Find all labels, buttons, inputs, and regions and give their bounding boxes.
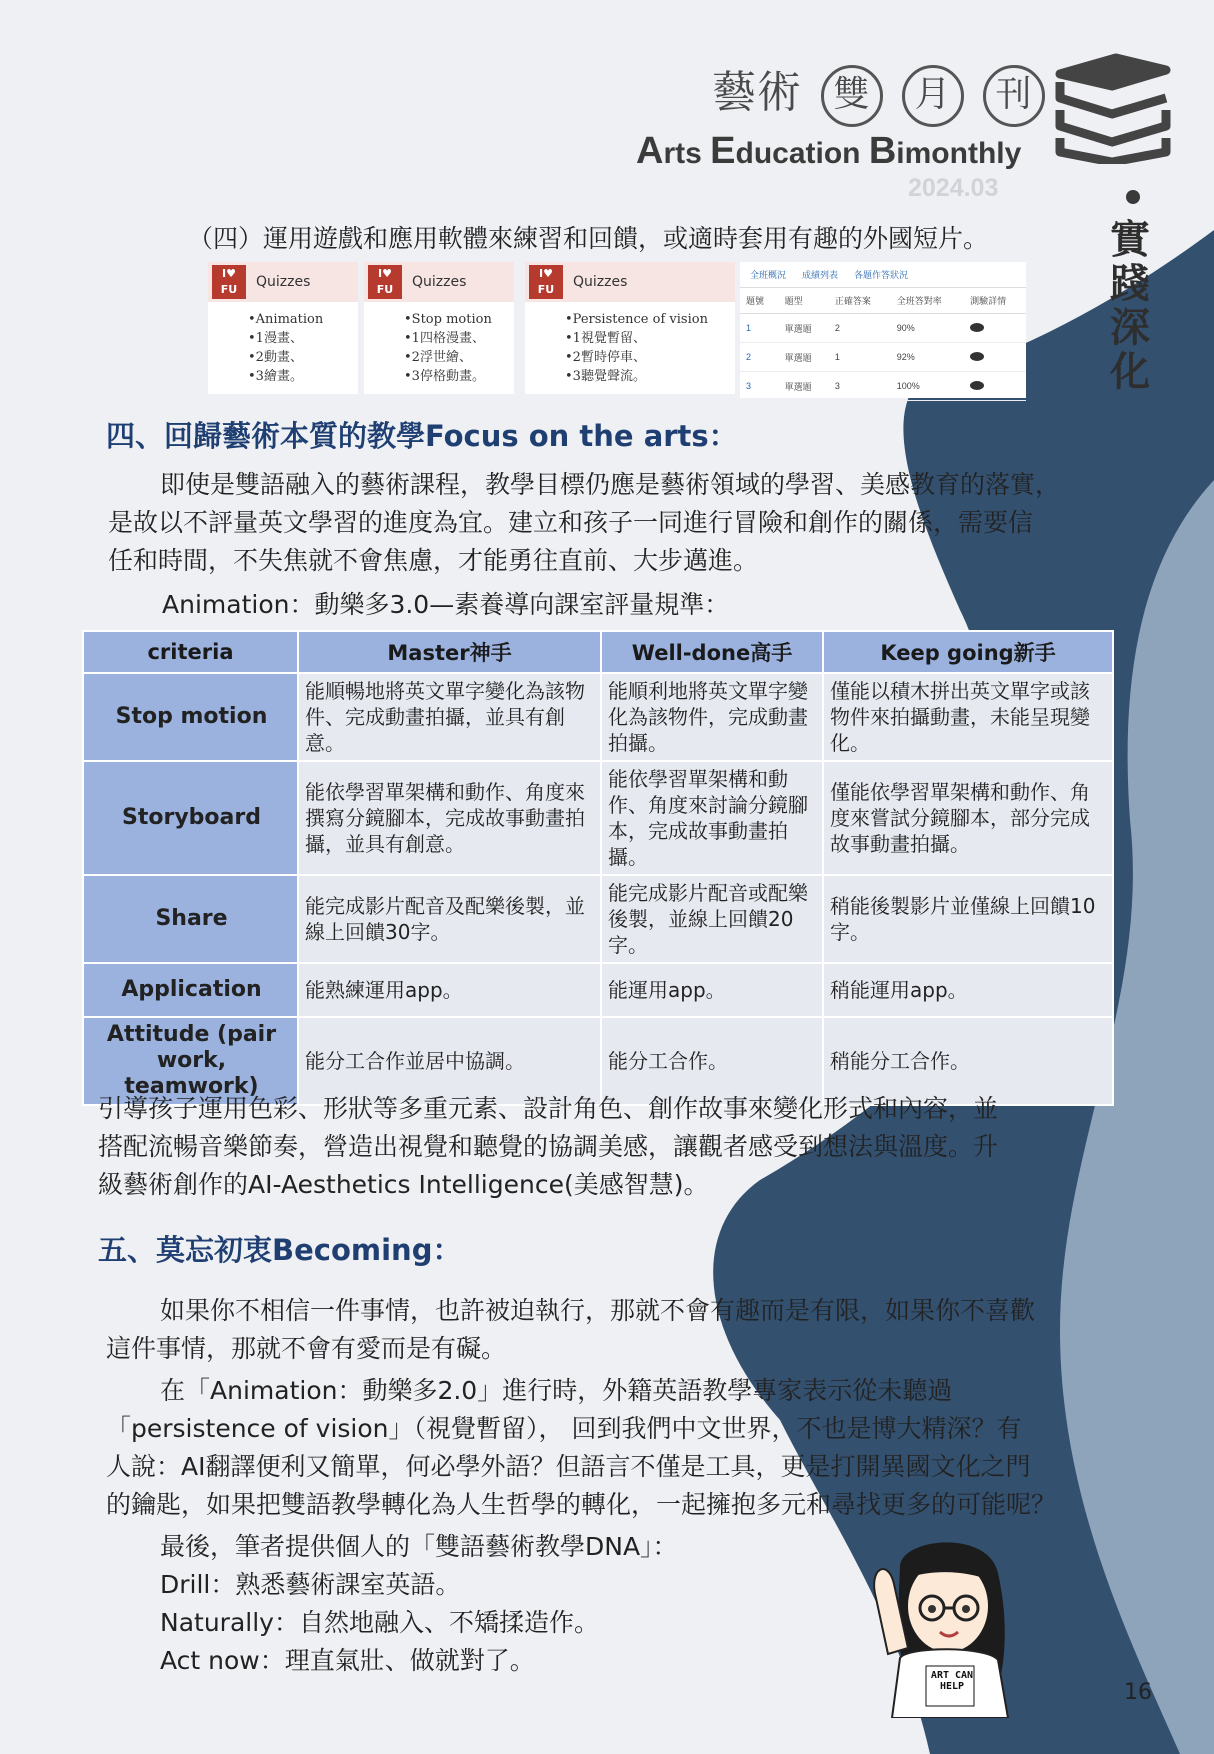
quiz-logo-icon: I♥ FU [212,265,246,299]
rubric-cell: 能完成影片配音或配樂後製，並線上回饋20字。 [601,875,823,963]
table-row: 2 單選題 1 92% [740,343,1026,372]
text-line: 在「Animation：動樂多2.0」進行時，外籍英語教學專家表示從未聽過 [160,1376,953,1405]
rubric-cell: 能運用app。 [601,963,823,1017]
text-line: 這件事情，那就不會有愛而是有礙。 [106,1334,507,1363]
table-row: 3 單選題 3 100% [740,372,1026,401]
quiz-item: •1漫畫、 [248,331,303,346]
quiz-item: •1四格漫畫、 [404,331,485,346]
eye-icon[interactable] [970,323,984,332]
stats-header: 正確答案 [829,288,891,314]
table-row [83,761,1113,875]
quiz-item: •2動畫、 [248,350,303,365]
rubric-criteria: Attitude (pair work, teamwork) [83,1017,298,1105]
masthead-ring-2: 月 [902,65,964,127]
section4-heading: 四、回歸藝術本質的教學Focus on the arts： [106,419,738,453]
stats-table [740,288,1026,401]
rubric-criteria: Stop motion [83,673,298,761]
masthead-subtitle: Arts Education Bimonthly [636,130,1022,172]
rubric-cell: 能熟練運用app。 [298,963,601,1017]
rubric-header: Keep going新手 [823,631,1113,673]
table-row: 1 單選題 2 90% [740,314,1026,343]
books-stack-icon [1052,52,1172,164]
quiz-title: Quizzes [412,274,467,290]
list-item: Naturally：自然地融入、不矯揉造作。 [160,1608,599,1637]
quiz-item: •Animation [248,312,324,327]
table-row [83,673,1113,761]
quiz-card [364,262,514,394]
rubric-cell: 稍能分工合作。 [823,1017,1113,1105]
rubric-header: Well-done高手 [601,631,823,673]
table-row [83,875,1113,963]
rubric-cell: 能順暢地將英文單字變化為該物件、完成動畫拍攝，並具有創意。 [298,673,601,761]
quiz-item: •Persistence of vision [565,312,708,327]
after-table-paragraph [98,1090,998,1204]
quiz-item: •3聽覺聲流。 [565,369,646,384]
text-line: 的鑰匙，如果把雙語教學轉化為人生哲學的轉化，一起擁抱多元和尋找更多的可能呢？ [106,1490,1057,1519]
tab-question-status[interactable]: 各題作答狀況 [854,270,909,280]
masthead-title [712,56,1045,127]
rubric-header: criteria [83,631,298,673]
quiz-item: •3繪畫。 [248,369,303,384]
rubric-cell: 能分工合作並居中協調。 [298,1017,601,1105]
eye-icon[interactable] [970,381,984,390]
dna-list [160,1528,678,1680]
quiz-logo-icon: I♥ FU [529,265,563,299]
text-line: 「persistence of vision」（視覺暫留）， 回到我們中文世界，不也是博大精深？有 [106,1414,1022,1443]
quiz-item: •3停格動畫。 [404,369,485,384]
section5-paragraph-2 [106,1372,1056,1524]
side-bullet [1126,190,1140,204]
section5-heading: 五、莫忘初衷Becoming： [98,1233,462,1267]
rubric-table [82,630,1114,1106]
rubric-cell: 能順利地將英文單字變化為該物件，完成動畫拍攝。 [601,673,823,761]
text-line: 是故以不評量英文學習的進度為宜。建立和孩子一同進行冒險和創作的關係，需要信 [108,508,1034,537]
rubric-criteria: Share [83,875,298,963]
text-line: 如果你不相信一件事情，也許被迫執行，那就不會有趣而是有限，如果你不喜歡 [160,1296,1036,1325]
rubric-criteria: Storyboard [83,761,298,875]
text-line: 人說：AI翻譯便利又簡單，何必學外語？但語言不僅是工具，更是打開異國文化之門 [106,1452,1031,1481]
quiz-card [525,262,735,394]
eye-icon[interactable] [970,352,984,361]
list-item: Act now：理直氣壯、做就對了。 [160,1646,535,1675]
masthead-ring-1: 雙 [821,65,883,127]
masthead-ring-3: 刊 [983,65,1045,127]
table-row [83,963,1113,1017]
quiz-stats-panel [740,262,1026,398]
section4-paragraph [108,466,1060,580]
tab-score-list[interactable]: 成績列表 [802,270,839,280]
intro-line: （四）運用遊戲和應用軟體來練習和回饋，或適時套用有趣的外國短片。 [188,224,989,253]
rubric-title: Animation：動樂多3.0—素養導向課室評量規準： [162,590,730,619]
quiz-item: •1視覺暫留、 [565,331,646,346]
rubric-cell: 能完成影片配音及配樂後製，並線上回饋30字。 [298,875,601,963]
rubric-cell: 稍能運用app。 [823,963,1113,1017]
rubric-cell: 能分工合作。 [601,1017,823,1105]
text-line: 搭配流暢音樂節奏，營造出視覺和聽覺的協調美感，讓觀者感受到想法與溫度。升 [98,1132,999,1161]
quiz-logo-icon: I♥ FU [368,265,402,299]
rubric-cell: 僅能以積木拼出英文單字或該物件來拍攝動畫，未能呈現變化。 [823,673,1113,761]
text-line: 即使是雙語融入的藝術課程，教學目標仍應是藝術領域的學習、美感教育的落實， [160,470,1061,499]
page-number: 16 [1124,1680,1152,1705]
stats-header: 測驗詳情 [964,288,1026,314]
rubric-header: Master神手 [298,631,601,673]
masthead-title-text: 藝術 [712,67,802,118]
quiz-item: •2暫時停車、 [565,350,646,365]
avatar-shirt-text: ART CAN HELP [930,1670,974,1692]
text-line: 引導孩子運用色彩、形狀等多重元素、設計角色、創作故事來變化形式和內容，並 [98,1094,999,1123]
text-line: 級藝術創作的AI-Aesthetics Intelligence(美感智慧)。 [98,1170,709,1199]
stats-header: 題型 [779,288,829,314]
text-line: 最後，筆者提供個人的「雙語藝術教學DNA」： [160,1532,678,1561]
quiz-item: •2浮世繪、 [404,350,472,365]
text-line: 任和時間，不失焦就不會焦慮，才能勇往直前、大步邁進。 [108,546,759,575]
section5-paragraph-1 [106,1292,1035,1368]
stats-header: 全班答對率 [891,288,964,314]
list-item: Drill：熟悉藝術課室英語。 [160,1570,461,1599]
rubric-criteria: Application [83,963,298,1017]
quiz-title: Quizzes [573,274,628,290]
quiz-item: •Stop motion [404,312,492,327]
quiz-card [208,262,358,394]
tab-class-overview[interactable]: 全班概況 [750,270,787,280]
stats-header: 題號 [740,288,779,314]
quiz-title: Quizzes [256,274,311,290]
rubric-cell: 僅能依學習單架構和動作、角度來嘗試分鏡腳本，部分完成故事動畫拍攝。 [823,761,1113,875]
rubric-cell: 能依學習單架構和動作、角度來討論分鏡腳本，完成故事動畫拍攝。 [601,761,823,875]
rubric-cell: 能依學習單架構和動作、角度來撰寫分鏡腳本，完成故事動畫拍攝，並具有創意。 [298,761,601,875]
issue-date: 2024.03 [908,174,999,202]
rubric-cell: 稍能後製影片並僅線上回饋10字。 [823,875,1113,963]
section-side-label: 實踐深化 [1110,217,1150,395]
